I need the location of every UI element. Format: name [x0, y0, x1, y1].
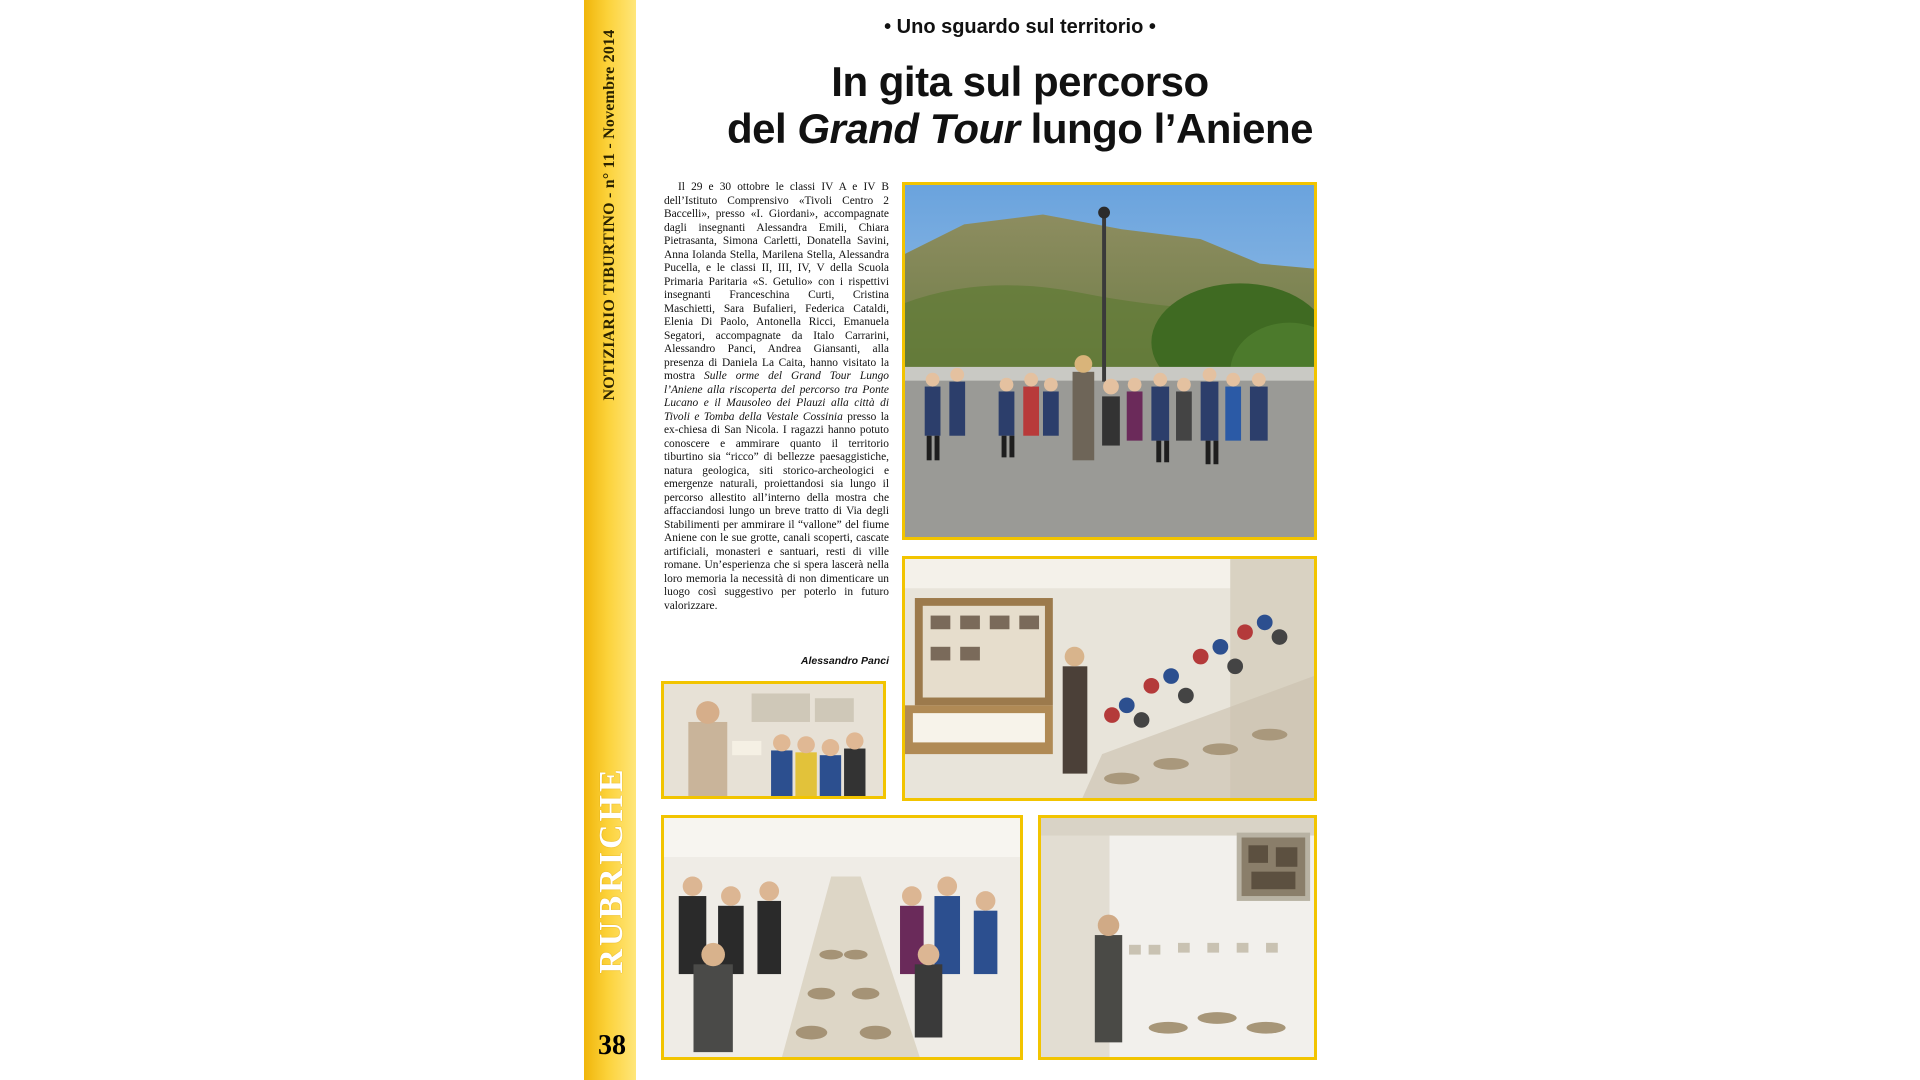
headline-line-2-post: lungo l’Aniene — [1019, 105, 1313, 152]
article-text-part-1: Il 29 e 30 ottobre le classi IV A e IV B dell’Istituto Comprensivo «Tivoli Centro 2 Baccelli», presso «I. Giordani», accompagnate dagli insegnanti Alessandra Emili, Chiara Pietrasanta, Simona Carletti, Donatella Savini, Anna Iolanda Stella, Marilena Stella, Alessandra Pucella, e le classi II, III, IV, V della Scuola Primaria Paritaria «S. Getulio» con i rispettivi insegnanti Franceschina Curti, Cristina Maschietti, Sara Bufalieri, Federica Cataldi, Elenia Di Paolo, Antonella Ricci, Emanuela Segatori, accompagnate da Italo Carrarini, Alessandro Panci, Andrea Giansanti, alla presenza di Daniela La Caita, hanno visitato la mostra — [664, 181, 889, 382]
photo-outdoor-group — [902, 182, 1317, 540]
photo-children-exhibit-image — [664, 818, 1020, 1057]
page-number: 38 — [598, 1030, 626, 1061]
photo-exhibition-hall-image — [905, 559, 1314, 798]
headline-line-2 — [640, 105, 1400, 152]
spine-magazine-title: NOTIZIARIO TIBURTINO - n° 11 - Novembre 2014 — [601, 29, 618, 401]
article-text-part-2: presso la ex-chiesa di San Nicola. I ragazzi hanno potuto conoscere e ammirare quanto il territorio tiburtino sia “ricco” di bellezze paesaggistiche, natura geologica, siti storico-archeologici e emergenze naturali, proiettandosi sia lungo il percorso allestito all’interno della mostra che affacciandosi lungo un breve tratto di Via degli Stabilimenti per ammirare il “vallone” del fiume Aniene con le sue grotte, canali scoperti, cascate artificiali, monasteri e santuari, resti di ville romane. Un’esperienza che si spera lascerà nella loro memoria la necessità di non dimenticare un luogo così suggestivo per poterlo in futuro valorizzare. — [664, 410, 889, 612]
article-text-italic: Sulle orme del Grand Tour Lungo l’Aniene alla riscoperta del percorso tra Ponte Lucano e il Mausoleo dei Plauzi alla città di Tivoli e Tomba della Vestale Cossinia — [664, 370, 890, 423]
article-author: Alessandro Panci — [800, 655, 889, 667]
headline-line-2-italic: Grand Tour — [797, 105, 1020, 152]
article-paragraph — [664, 181, 889, 613]
photo-outdoor-group-image — [905, 185, 1314, 537]
photo-guide-children — [661, 681, 886, 799]
photo-exhibition-hall — [902, 556, 1317, 801]
headline-line-1: In gita sul percorso — [831, 58, 1209, 105]
photo-children-exhibit — [661, 815, 1023, 1060]
photo-guide-children-image — [664, 684, 883, 796]
photo-projection-image — [1041, 818, 1314, 1057]
photo-projection — [1038, 815, 1317, 1060]
article-headline — [640, 58, 1400, 152]
headline-line-2-pre: del — [727, 105, 798, 152]
article-body — [664, 181, 889, 613]
section-kicker: • Uno sguardo sul territorio • — [884, 16, 1156, 38]
spine-section-label: RUBRICHE — [593, 766, 630, 974]
